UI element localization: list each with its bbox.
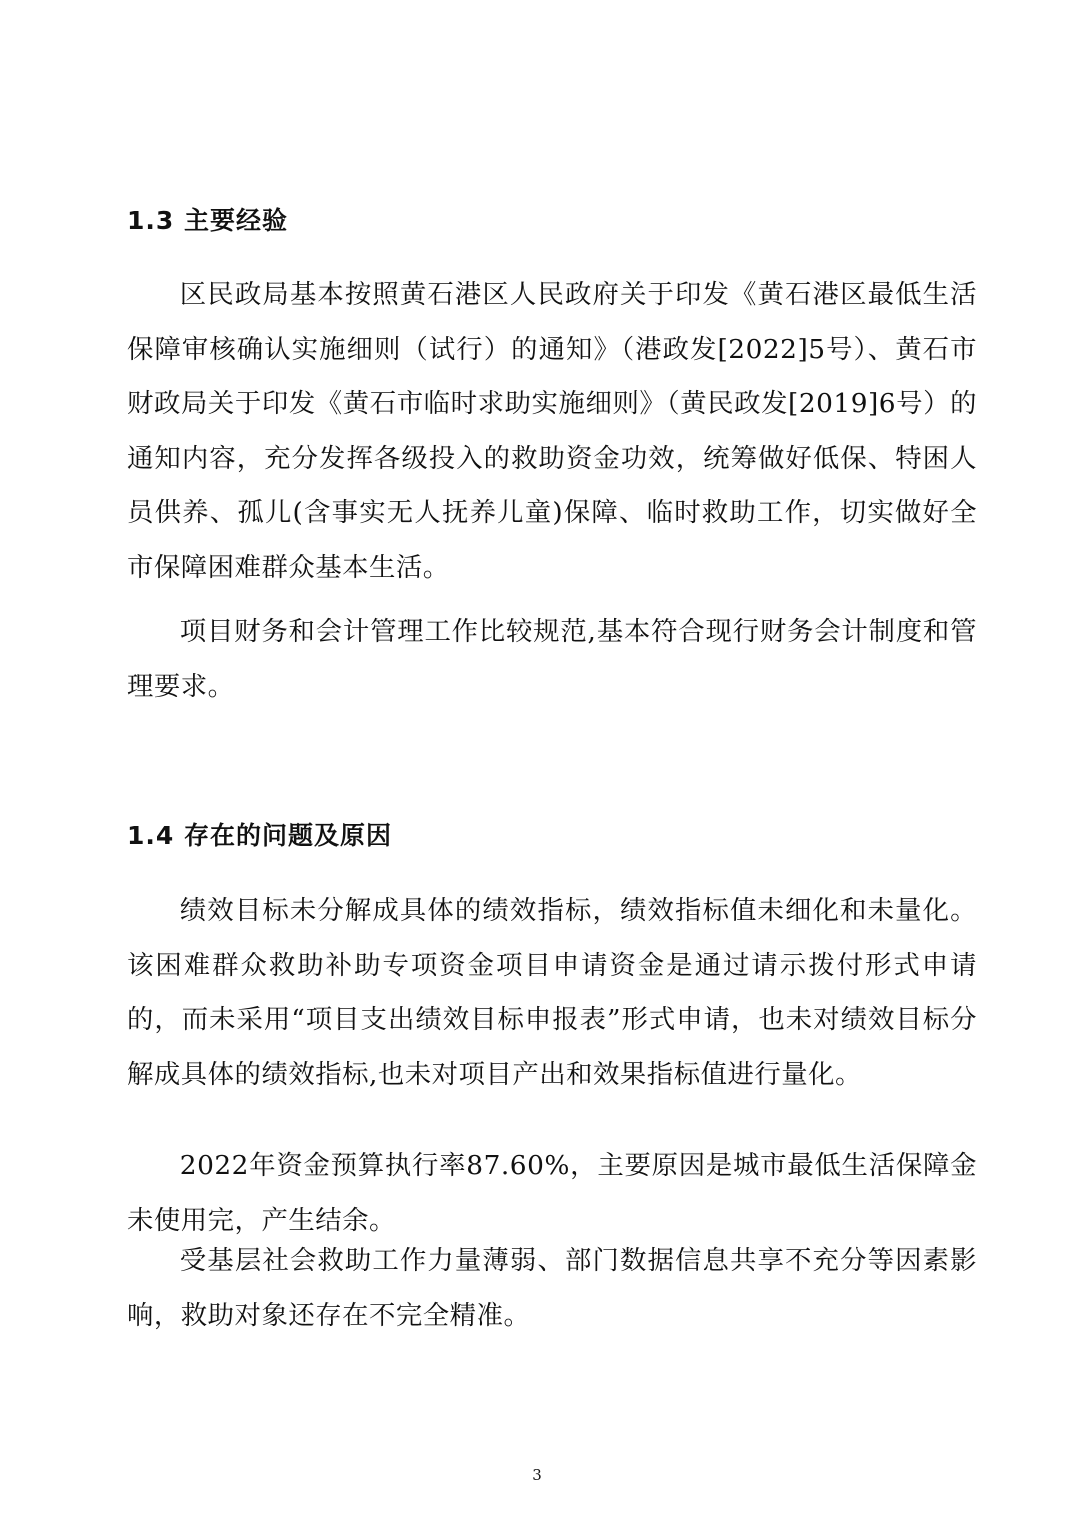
paragraph-budget-execution: 2022年资金预算执行率87.60%，主要原因是城市最低生活保障金未使用完，产生结余。	[127, 1150, 977, 1236]
section-heading-1-3: 1.3 主要经验	[127, 206, 288, 235]
page-number: 3	[532, 1466, 542, 1484]
paragraph-financial-management: 项目财务和会计管理工作比较规范,基本符合现行财务会计制度和管理要求。	[127, 616, 977, 702]
paragraph-grassroots-factors: 受基层社会救助工作力量薄弱、部门数据信息共享不充分等因素影响，救助对象还存在不完全精准。	[127, 1245, 977, 1331]
section-heading-1-4: 1.4 存在的问题及原因	[127, 821, 392, 850]
paragraph-performance-targets: 绩效目标未分解成具体的绩效指标，绩效指标值未细化和未量化。该困难群众救助补助专项资金项目申请资金是通过请示拨付形式申请的，而未采用“项目支出绩效目标申报表”形式申请，也未对绩效目标分解成具体的绩效指标,也未对项目产出和效果指标值进行量化。	[127, 895, 977, 1090]
paragraph-main-experience: 区民政局基本按照黄石港区人民政府关于印发《黄石港区最低生活保障审核确认实施细则（试行）的通知》（港政发[2022]5号）、黄石市财政局关于印发《黄石市临时求助实施细则》（黄民政发[2019]6号）的通知内容，充分发挥各级投入的救助资金功效，统筹做好低保、特困人员供养、孤儿(含事实无人抚养儿童)保障、临时救助工作，切实做好全市保障困难群众基本生活。	[127, 279, 977, 583]
